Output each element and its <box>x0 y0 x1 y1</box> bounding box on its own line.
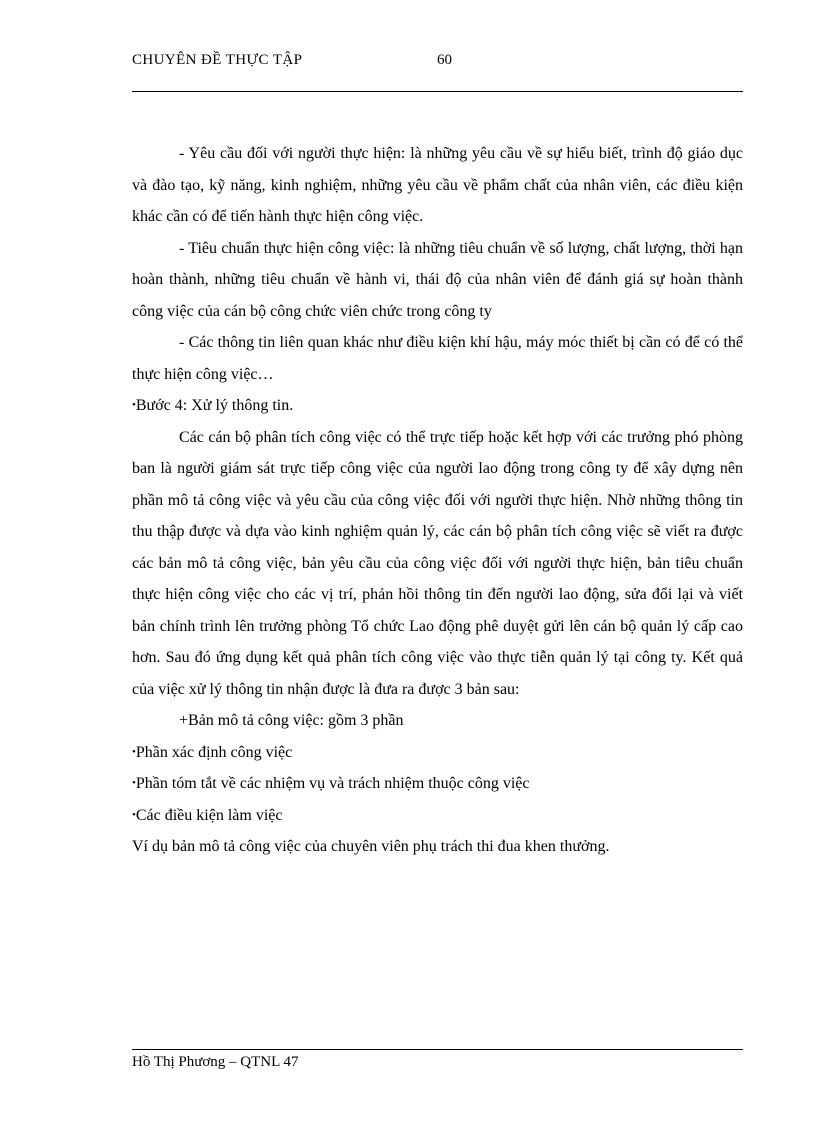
document-body <box>132 138 743 863</box>
paragraph-job-description: +Bản mô tả công việc: gồm 3 phần <box>179 712 404 729</box>
footer-author: Hồ Thị Phương – QTNL 47 <box>132 1054 299 1070</box>
list-item-text: Các điều kiện làm việc <box>135 806 283 824</box>
list-item <box>132 768 743 800</box>
bullet-icon: • <box>132 808 136 821</box>
paragraph-processing: Các cán bộ phân tích công việc có thể trực tiếp hoặc kết hợp với các trưởng phó phòng ban là người giám sát trực tiếp công việc của người lao động trong công ty để xây dựng nên phần mô tả công việc và yêu cầu của công việc đối với người thực hiện. Nhờ những thông tin thu thập được và dựa vào kinh nghiệm quản lý, các cán bộ phân tích công việc sẽ viết ra được các bản mô tả công việc, bản yêu cầu của công việc đối với người thực hiện, bản tiêu chuẩn thực hiện công việc cho các vị trí, phản hồi thông tin đến người lao động, sửa đổi lại và viết bản chính trình lên trưởng phòng Tổ chức Lao động phê duyệt gửi lên cán bộ quản lý cấp cao hơn. Sau đó ứng dụng kết quả phân tích công việc vào thực tiễn quản lý tại công ty. Kết quả của việc xử lý thông tin nhận được là đưa ra được 3 bản sau: <box>132 428 743 698</box>
list-item-text: Phần xác định công việc <box>135 743 293 761</box>
paragraph-requirements: - Yêu cầu đối với người thực hiện: là những yêu cầu về sự hiểu biết, trình độ giáo dục và đào tạo, kỹ năng, kinh nghiệm, những yêu cầu về phẩm chất của nhân viên, các điều kiện khác cần có để tiến hành thực hiện công việc. <box>132 145 743 225</box>
page-header <box>132 52 743 76</box>
header-title: CHUYÊN ĐỀ THỰC TẬP <box>132 52 303 68</box>
list-item <box>132 737 743 769</box>
page-number: 60 <box>437 52 452 68</box>
list-item <box>132 800 743 832</box>
bullet-icon: • <box>132 399 136 411</box>
paragraph-standards: - Tiêu chuẩn thực hiện công việc: là những tiêu chuẩn về số lượng, chất lượng, thời hạn hoàn thành, những tiêu chuẩn về hành vi, thái độ của nhân viên để đánh giá sự hoàn thành công việc của cán bộ công chức viên chức trong công ty <box>132 239 743 320</box>
list-item-text: Phần tóm tắt về các nhiệm vụ và trách nhiệm thuộc công việc <box>135 775 530 792</box>
bullet-icon: • <box>132 745 136 758</box>
paragraph-example: Ví dụ bản mô tả công việc của chuyên viên phụ trách thi đua khen thưởng. <box>132 838 610 855</box>
footer-divider <box>132 1049 743 1050</box>
step-4-heading <box>132 390 743 422</box>
header-divider <box>132 91 743 92</box>
bullet-icon: • <box>132 777 136 789</box>
step-4-label: Bước 4: Xử lý thông tin. <box>135 397 294 414</box>
paragraph-other-info: - Các thông tin liên quan khác như điều kiện khí hậu, máy móc thiết bị cần có để có thể thực hiện công việc… <box>132 334 743 383</box>
